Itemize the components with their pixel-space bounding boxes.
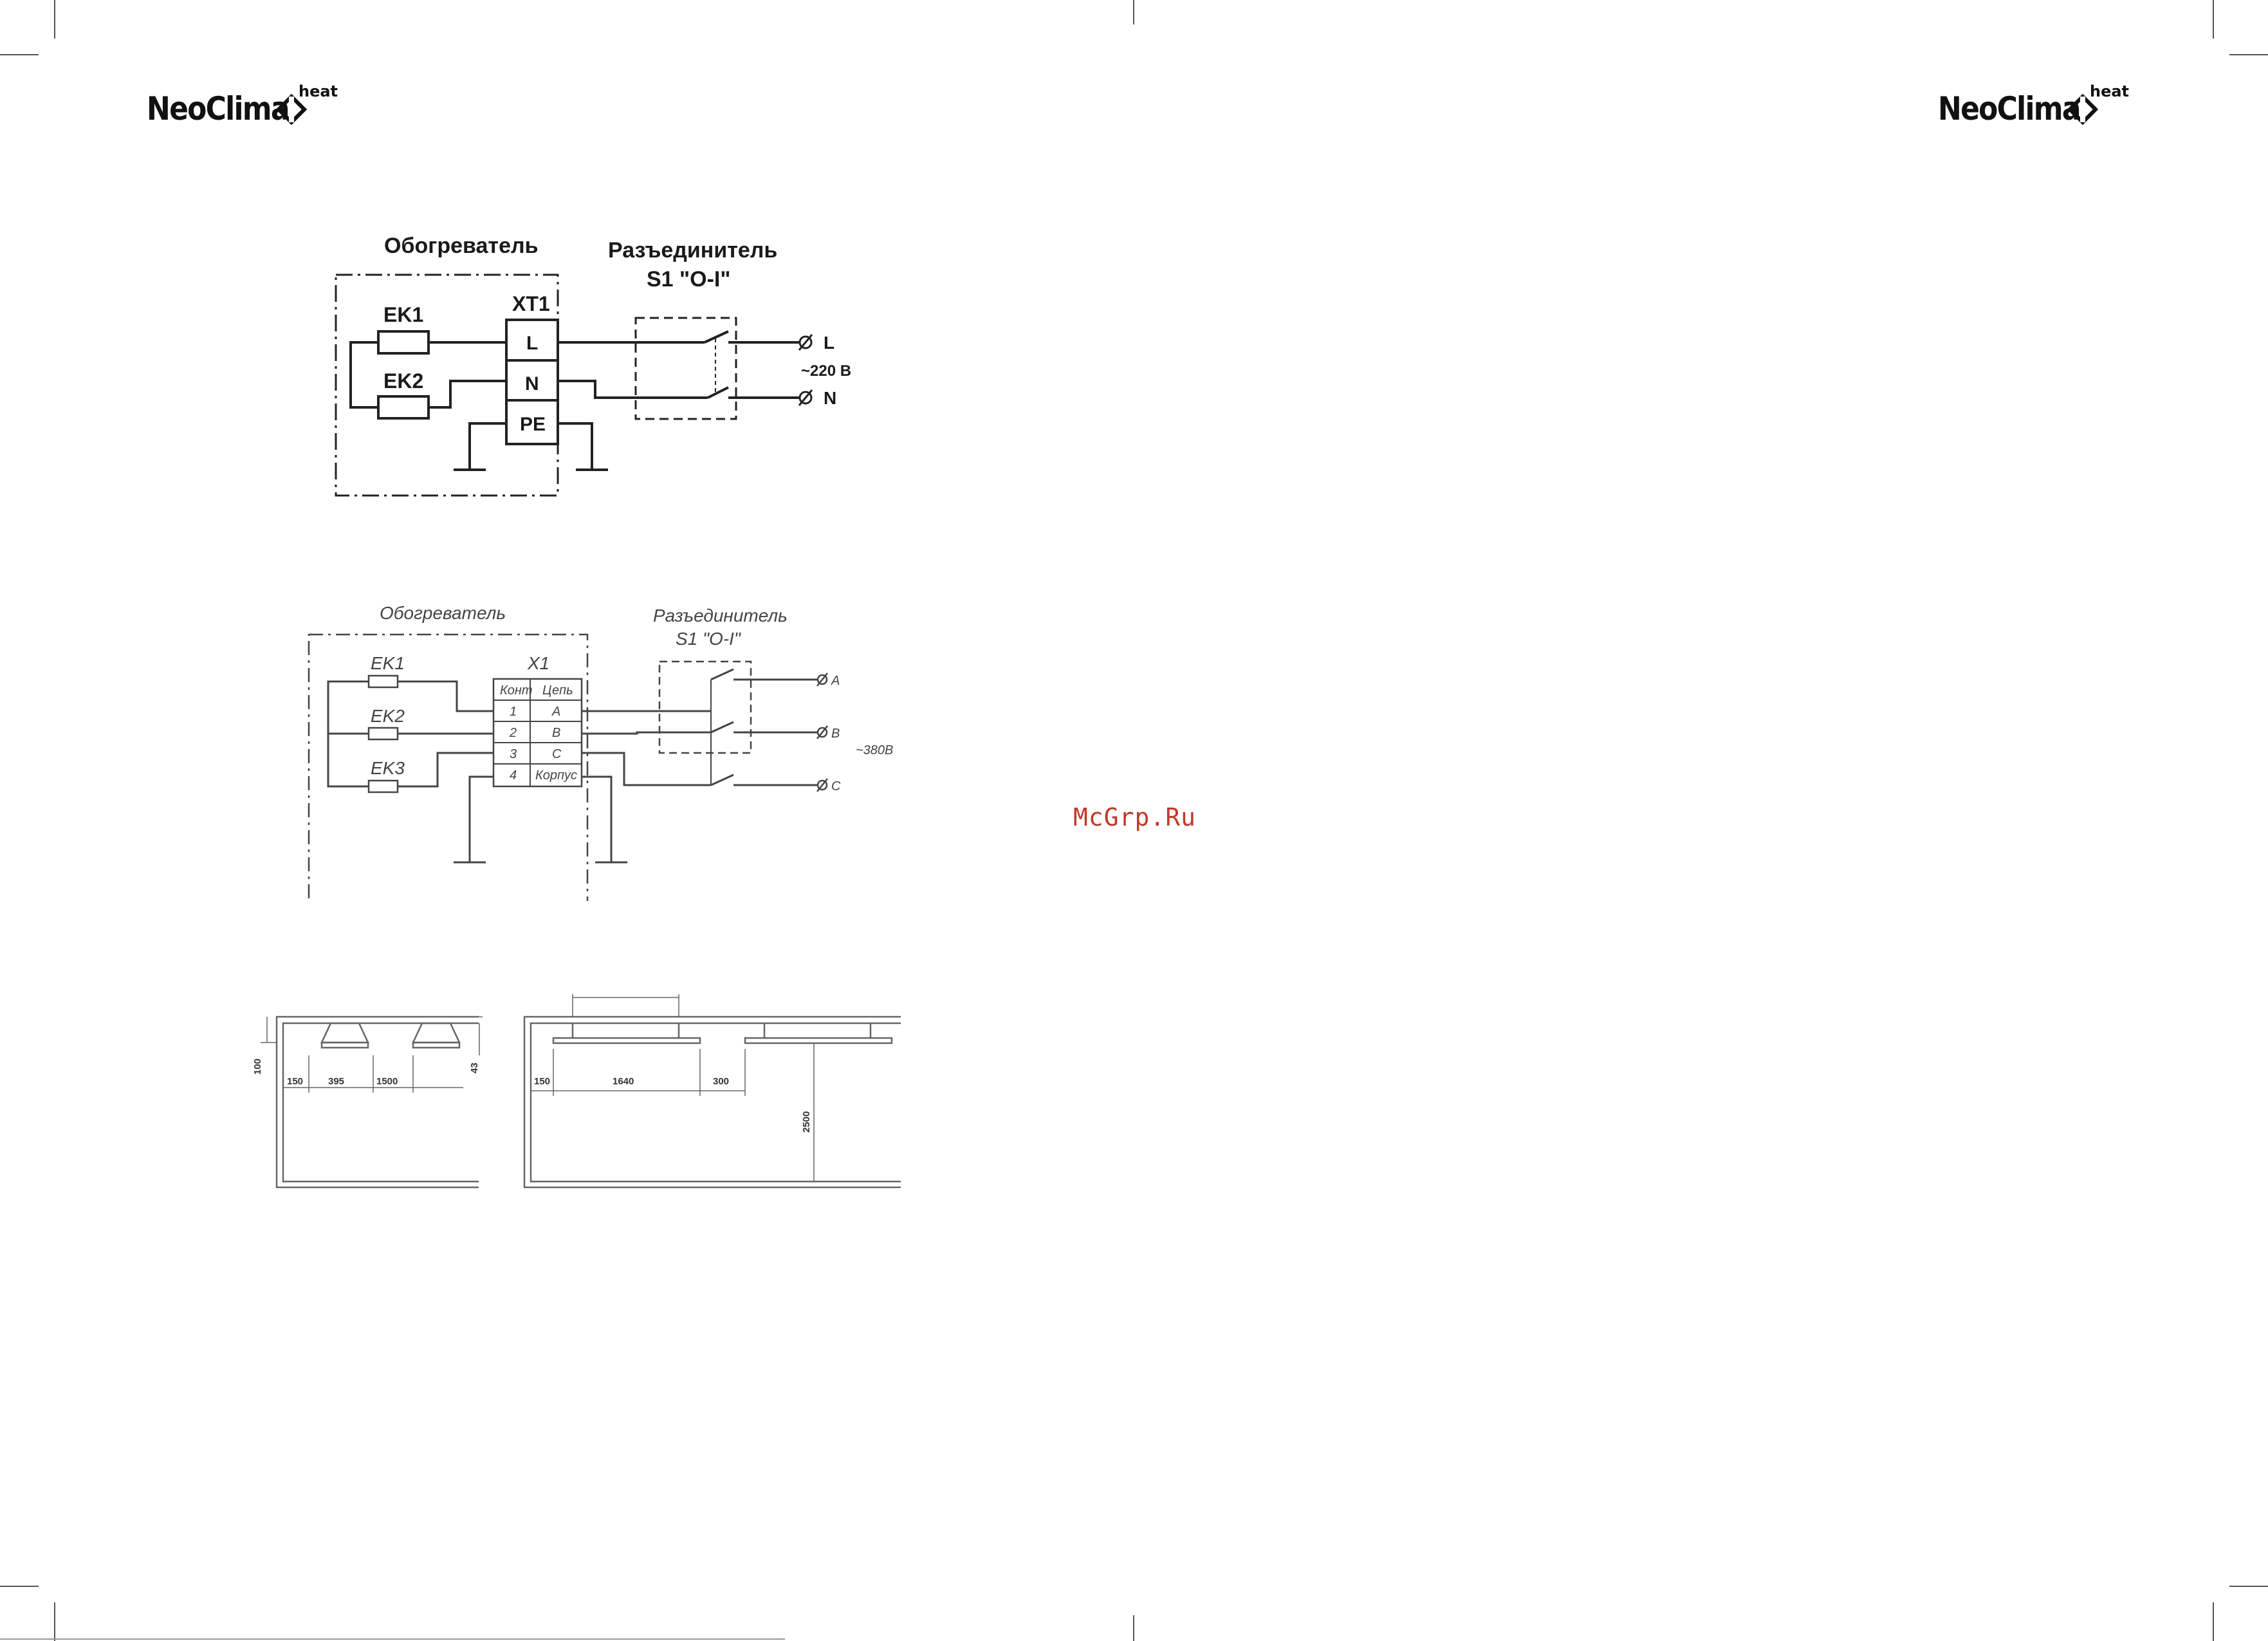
dim-395: 395 xyxy=(328,1076,345,1087)
dim-43: 43 xyxy=(469,1062,480,1073)
switch-label: S1 "O-I" xyxy=(647,267,731,292)
watermark: McGrp.Ru xyxy=(1073,803,1197,831)
disconnector-enclosure xyxy=(636,318,736,419)
row-3-circuit: C xyxy=(552,747,562,761)
brand-sub: heat xyxy=(299,82,338,100)
row-1-contact: 1 xyxy=(510,705,517,719)
dim-100: 100 xyxy=(252,1058,263,1075)
row-2-circuit: B xyxy=(552,726,561,740)
voltage-label: ~220 В xyxy=(801,362,852,380)
terminal-label: XT1 xyxy=(512,292,550,315)
terminal-pe-text: PE xyxy=(520,414,546,435)
brand-name: NeoClima xyxy=(1938,90,2080,127)
ek2-resistor xyxy=(369,728,398,739)
ek1-resistor xyxy=(369,676,398,687)
row-1-circuit: A xyxy=(552,705,561,719)
disconnector-label: Разъединитель xyxy=(653,606,788,626)
ek3-resistor xyxy=(369,781,398,792)
phase-a-label: A xyxy=(831,674,840,688)
heater-enclosure xyxy=(309,635,587,901)
dim-1500: 1500 xyxy=(376,1076,398,1087)
terminal-n-text: N xyxy=(525,373,539,394)
switch-label: S1 "O-I" xyxy=(676,629,741,649)
ek2-label: EK2 xyxy=(383,369,424,393)
voltage-label: ~380В xyxy=(856,743,894,757)
col-contact-header: Конт xyxy=(500,683,533,698)
line-n-label: N xyxy=(824,388,837,408)
row-4-contact: 4 xyxy=(510,768,517,783)
dim-1640: 1640 xyxy=(613,1076,634,1087)
phase-b-label: B xyxy=(831,727,840,741)
heater-label: Обогреватель xyxy=(384,234,539,258)
disconnector-label: Разъединитель xyxy=(608,238,778,263)
terminal-label: X1 xyxy=(528,653,550,673)
terminal-l-text: L xyxy=(526,333,539,354)
dim-300: 300 xyxy=(713,1076,730,1087)
brand-logo-right xyxy=(1938,82,2131,134)
line-l-label: L xyxy=(824,333,835,353)
row-2-contact: 2 xyxy=(510,726,517,740)
dim-150-left: 150 xyxy=(287,1076,304,1087)
disconnector-enclosure xyxy=(659,662,751,753)
ek1-label: EK1 xyxy=(383,303,424,326)
ek2-label: EK2 xyxy=(371,706,405,726)
phase-c-label: C xyxy=(831,779,841,793)
ek3-label: EK3 xyxy=(371,758,405,778)
heater-label: Обогреватель xyxy=(380,603,506,623)
col-circuit-header: Цепь xyxy=(542,683,573,698)
wiring-diagram-220v xyxy=(322,225,901,515)
brand-logo-left xyxy=(147,82,340,134)
wiring-diagram-380v xyxy=(290,592,907,901)
dim-2500: 2500 xyxy=(801,1111,812,1133)
row-4-circuit: Корпус xyxy=(535,768,578,783)
brand-name: NeoClima xyxy=(147,90,289,127)
brand-sub: heat xyxy=(2090,82,2130,100)
mounting-dimensions-diagram xyxy=(232,991,914,1203)
ek2-resistor xyxy=(378,396,429,418)
row-3-contact: 3 xyxy=(510,747,517,761)
ek1-resistor xyxy=(378,331,429,353)
dim-150-right: 150 xyxy=(534,1076,551,1087)
ek1-label: EK1 xyxy=(371,653,405,673)
